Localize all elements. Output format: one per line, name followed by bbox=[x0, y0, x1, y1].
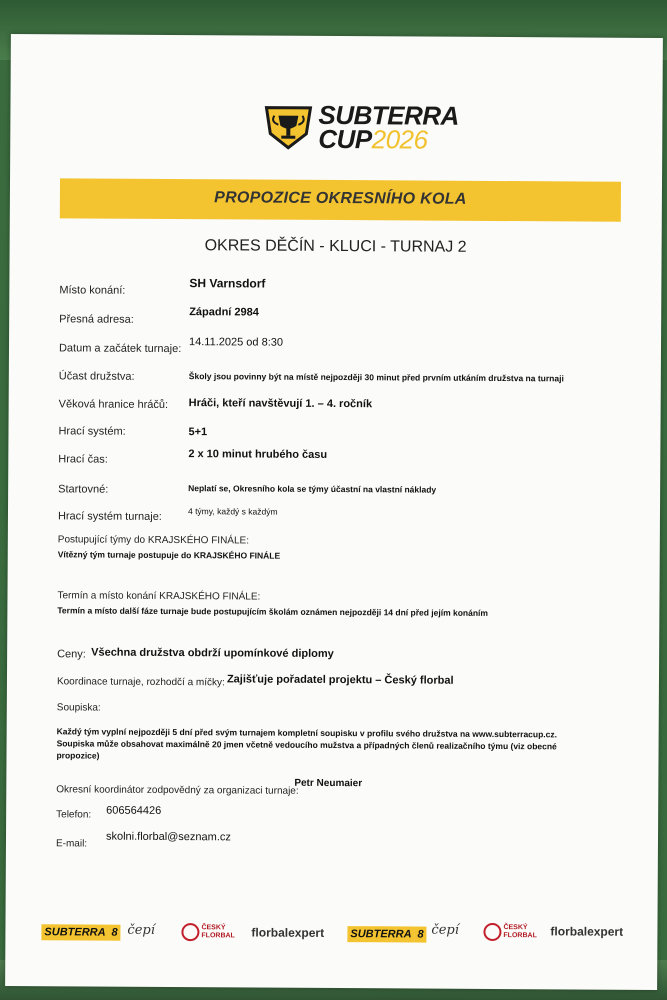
florbal-ball-icon bbox=[181, 923, 199, 941]
document-sheet bbox=[5, 34, 663, 990]
subterra-number: 8 bbox=[109, 925, 121, 941]
subterra-cup-logo bbox=[260, 98, 460, 159]
value-coordination: Zajišťuje pořadatel projektu – Český florbal bbox=[226, 673, 454, 687]
subterra-logo-2 bbox=[347, 926, 426, 940]
value-coordinator: Petr Neumaier bbox=[294, 777, 363, 790]
label-coordinator: Okresní koordinátor zodpovědný za organizaci turnaje: bbox=[56, 784, 299, 797]
value-phone: 606564426 bbox=[106, 804, 162, 817]
cesky-florbal-line1: ČESKÝ bbox=[201, 924, 226, 932]
cesky-florbal-logo bbox=[181, 923, 235, 941]
label-entry-fee: Startovné: bbox=[58, 483, 109, 496]
title-banner bbox=[60, 178, 621, 221]
sponsor-footer bbox=[5, 924, 657, 958]
value-tournament-system: 4 týmy, každý s každým bbox=[187, 506, 278, 517]
value-email: skolni.florbal@seznam.cz bbox=[105, 830, 231, 844]
roster-line-2: Soupiska může obsahovat maximálně 20 jmen včetně vedoucího mužstva a případných členů realizačního týmu (viz obecné bbox=[56, 738, 557, 752]
label-final: Termín a místo konání KRAJSKÉHO FINÁLE: bbox=[57, 590, 261, 603]
logo-line1: SUBTERRA bbox=[318, 99, 459, 131]
florbalexpert-logo-2: florbalexpert bbox=[550, 924, 624, 939]
value-venue: SH Varnsdorf bbox=[189, 276, 266, 291]
logo-cup: CUP bbox=[318, 123, 372, 155]
document-subtitle: OKRES DĚČÍN - KLUCI - TURNAJ 2 bbox=[204, 237, 467, 256]
label-age-limit: Věková hranice hráčů: bbox=[58, 398, 169, 411]
label-venue: Místo konání: bbox=[59, 284, 126, 297]
roster-line-1: Každý tým vyplní nejpozději 5 dní před svým turnajem kompletní soupisku v profilu svého družstva na www.subterracup.cz. bbox=[56, 726, 558, 740]
logo-line2 bbox=[318, 124, 427, 156]
value-participation: Školy jsou povinny být na místě nejpozději 30 minut před prvním utkáním družstva na turnaji bbox=[188, 371, 564, 384]
cepi-logo-2: čepí bbox=[431, 922, 459, 938]
label-game-system: Hrací systém: bbox=[58, 425, 126, 438]
label-roster: Soupiska: bbox=[56, 702, 101, 714]
logo-year: 2026 bbox=[371, 124, 428, 155]
label-date: Datum a začátek turnaje: bbox=[58, 342, 182, 356]
label-tournament-system: Hrací systém turnaje: bbox=[57, 510, 162, 523]
value-game-time: 2 x 10 minut hrubého času bbox=[188, 448, 328, 461]
cesky-florbal-line1-2: ČESKÝ bbox=[503, 924, 528, 932]
value-advancing: Vítězný tým turnaje postupuje do KRAJSKÉHO FINÁLE bbox=[57, 549, 281, 561]
value-final: Termín a místo další fáze turnaje bude postupujícím školám oznámen nejpozději 14 dní před jejím konáním bbox=[57, 605, 489, 618]
label-phone: Telefon: bbox=[56, 809, 92, 821]
subterra-text: SUBTERRA bbox=[41, 924, 108, 940]
value-prizes: Všechna družstva obdrží upomínkové diplomy bbox=[91, 646, 334, 661]
value-game-system: 5+1 bbox=[188, 426, 208, 439]
label-game-time: Hrací čas: bbox=[58, 453, 108, 466]
value-entry-fee: Neplatí se, Okresního kola se týmy účastní na vlastní náklady bbox=[188, 483, 437, 495]
roster-line-3: propozice) bbox=[56, 750, 100, 761]
label-participation: Účast družstva: bbox=[58, 370, 135, 383]
label-email: E-mail: bbox=[55, 838, 88, 850]
banner-title: PROPOZICE OKRESNÍHO KOLA bbox=[214, 189, 467, 208]
cesky-florbal-line2-2: FLORBAL bbox=[503, 932, 537, 940]
cepi-logo: čepí bbox=[127, 922, 155, 938]
florbalexpert-logo: florbalexpert bbox=[251, 925, 325, 940]
subterra-logo bbox=[41, 924, 120, 938]
subterra-number-2: 8 bbox=[414, 927, 426, 943]
value-date: 14.11.2025 od 8:30 bbox=[188, 336, 284, 349]
trophy-shield-icon bbox=[260, 98, 316, 154]
label-address: Přesná adresa: bbox=[59, 313, 134, 326]
florbal-ball-icon-2 bbox=[483, 923, 501, 941]
value-address: Západní 2984 bbox=[189, 306, 259, 319]
cesky-florbal-logo-2 bbox=[483, 923, 537, 941]
label-coordination: Koordinace turnaje, rozhodčí a míčky: bbox=[56, 676, 225, 689]
label-prizes: Ceny: bbox=[57, 648, 86, 661]
subterra-text-2: SUBTERRA bbox=[347, 926, 414, 942]
cesky-florbal-line2: FLORBAL bbox=[201, 932, 235, 940]
value-age-limit: Hráči, kteří navštěvují 1. – 4. ročník bbox=[188, 397, 373, 411]
label-advancing: Postupující týmy do KRAJSKÉHO FINÁLE: bbox=[57, 534, 250, 547]
